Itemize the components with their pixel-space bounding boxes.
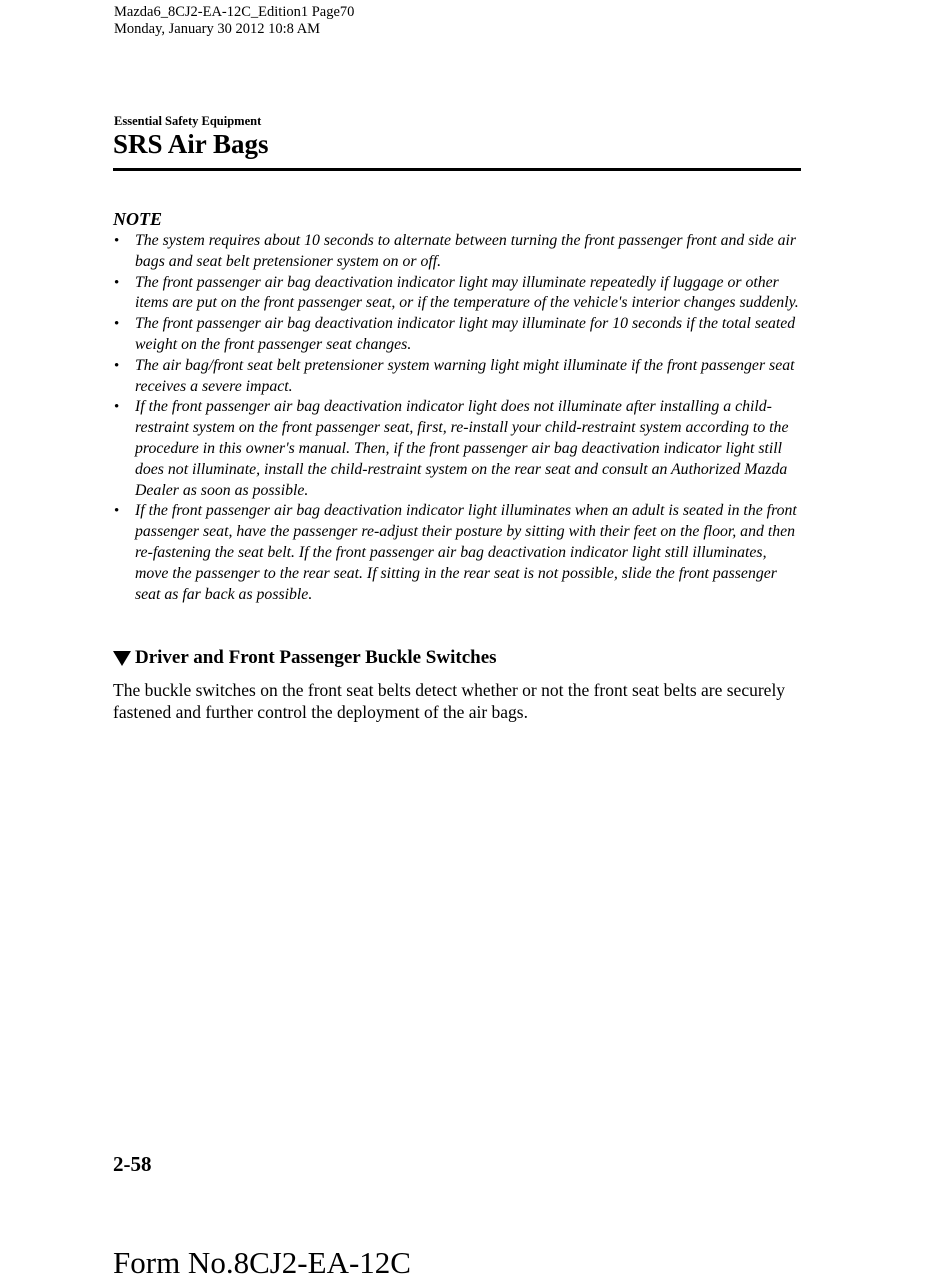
bullet-icon: • [114, 233, 120, 249]
note-list [113, 231, 803, 605]
page-number: 2-58 [113, 1152, 152, 1176]
note-block [113, 208, 803, 605]
triangle-down-icon [113, 651, 131, 666]
subsection-body: The buckle switches on the front seat belts detect whether or not the front seat belts are securely fastened and further control the deployment of the air bags. [113, 680, 786, 722]
note-item [113, 273, 803, 315]
note-item [113, 356, 803, 398]
bullet-icon: • [114, 316, 120, 333]
print-metadata [114, 4, 354, 38]
bullet-icon: • [114, 399, 120, 416]
bullet-icon: • [114, 503, 120, 520]
note-item-text: If the front passenger air bag deactivation indicator light illuminates when an adult is seated in the front passenger seat, have the passenger re-adjust their posture by sitting with their feet on the floor, and then re-fastening the seat belt. If the front passenger air bag deactivation indicator light still illuminates, move the passenger to the rear seat. If sitting in the rear seat is not possible, slide the front passenger seat as far back as possible. [135, 502, 797, 603]
print-file-info: Mazda6_8CJ2-EA-12C_Edition1 Page70 [114, 4, 355, 20]
page-title: SRS Air Bags [113, 129, 269, 159]
note-item [113, 314, 803, 356]
note-item [113, 501, 803, 605]
note-item-text: The air bag/front seat belt pretensioner system warning light might illuminate if the front passenger seat receives a severe impact. [135, 356, 795, 395]
note-item [113, 397, 803, 501]
note-item-text: The front passenger air bag deactivation indicator light may illuminate repeatedly if luggage or other items are put on the front passenger seat, or if the temperature of the vehicle's interior changes suddenly. [135, 273, 799, 312]
bullet-icon: • [114, 274, 120, 291]
note-heading: NOTE [113, 209, 162, 229]
bullet-icon: • [114, 357, 120, 374]
note-item [113, 231, 803, 273]
title-divider [113, 168, 801, 171]
section-label: Essential Safety Equipment [114, 114, 262, 128]
note-item-text: If the front passenger air bag deactivation indicator light does not illuminate after installing a child-restraint system on the front passenger seat, first, re-install your child-restraint system according to the procedure in this owner's manual. Then, if the front passenger air bag deactivation indicator light still does not illuminate, install the child-restraint system on the rear seat and consult an Authorized Mazda Dealer as soon as possible. [135, 398, 789, 499]
print-timestamp: Monday, January 30 2012 10:8 AM [114, 21, 321, 37]
form-number: Form No.8CJ2-EA-12C [113, 1245, 411, 1280]
subsection-heading-text: Driver and Front Passenger Buckle Switches [135, 647, 497, 668]
note-item-text: The front passenger air bag deactivation indicator light may illuminate for 10 seconds if the total seated weight on the front passenger seat changes. [135, 315, 796, 353]
subsection-heading [113, 645, 497, 671]
note-item-text: The system requires about 10 seconds to alternate between turning the front passenger front and side air bags and seat belt pretensioner system on or off. [135, 232, 797, 270]
